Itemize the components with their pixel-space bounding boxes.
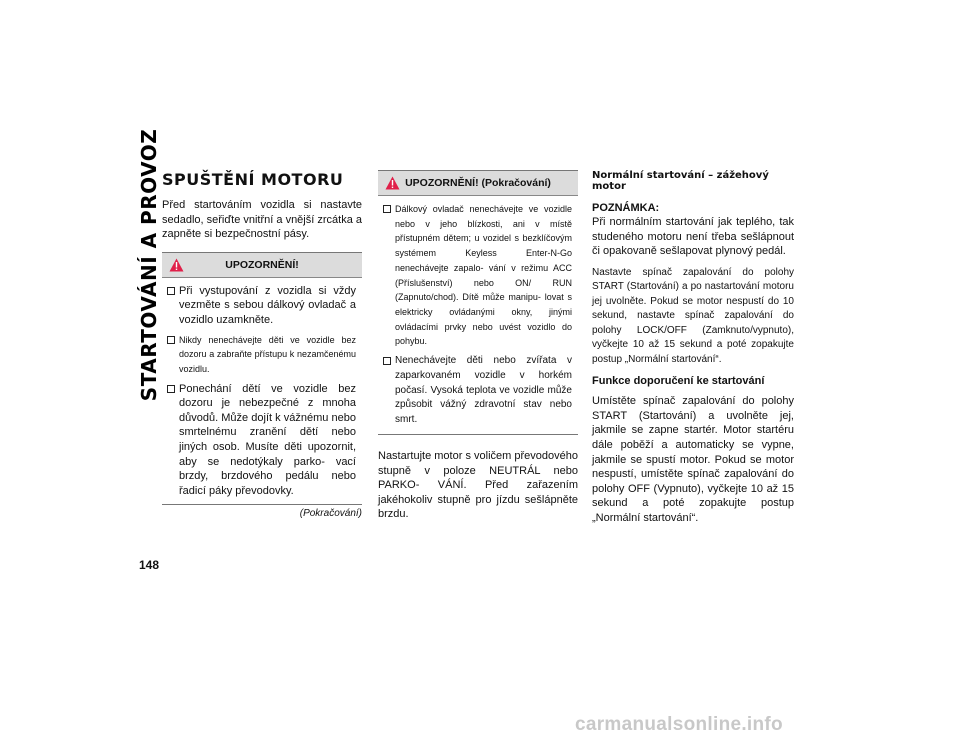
normal-start-paragraph: Nastavte spínač zapalování do polohy START (Startování) a po nastartování motoru jej uvolněte. Pokud se motor nespustí do 10 sekund, nastavte spínač zapalování do polohy LOCK/OFF (Zamknuto/vypnuto), vyčkejte 10 až 15 sekund a poté zopakujte postup „Normální startování“. (592, 266, 794, 365)
neutral-paragraph: Nastartujte motor s voličem převodového stupně v poloze NEUTRÁL nebo PARKO- VÁNÍ. Před zařazením jakéhokoliv stupně pro jízdu sešlápněte brzdu. (378, 450, 578, 521)
warning-box-continued (378, 170, 578, 435)
warning-list (378, 196, 578, 434)
square-bullet-icon (167, 336, 175, 344)
column-middle (378, 170, 578, 522)
intro-paragraph: Před startováním vozidla si nastavte sedadlo, seřiďte vnitřní a vnější zrcátka a zapněte si bezpečnostní pásy. (162, 199, 362, 241)
watermark: carmanualsonline.info (575, 714, 783, 735)
list-item: Ponechání dětí ve vozidle bez dozoru je nebezpečné z mnoha důvodů. Může dojít k vážnému nebo smrtelnému zranění dětí nebo jiných osob. Musíte děti upozornit, aby se nedotýkaly parko- vací brzdy, brzdového pedálu nebo řadicí páky převodovky. (167, 382, 356, 499)
warning-header (162, 253, 362, 278)
page-number: 148 (139, 558, 160, 572)
warning-title: UPOZORNĚNÍ! (225, 258, 299, 271)
warning-title: UPOZORNĚNÍ! (Pokračování) (405, 177, 551, 189)
list-item: Při vystupování z vozidla si vždy vezměte s sebou dálkový ovladač a vozidlo uzamkněte. (167, 284, 356, 328)
recommend-paragraph: Umístěte spínač zapalování do polohy START (Startování) a uvolněte jej, jakmile se zapne startér. Motor startéru dále poběží a automaticky se vypne, jakmile se spustí motor. Pokud se motor nespustí, umístěte spínač zapalování do polohy OFF (Vypnuto), vyčkejte 10 až 15 sekund a poté zopakujte postup „Normální startování“. (592, 395, 794, 525)
side-title-text: STARTOVÁNÍ A PROVOZ (137, 128, 162, 402)
square-bullet-icon (167, 287, 175, 295)
normal-start-heading: Normální startování – zážehový motor (592, 170, 769, 192)
list-item: Dálkový ovladač nenechávejte ve vozidle nebo v jeho blízkosti, ani v místě přístupném dětem; u vozidel s bezklíčovým systémem Keyless Enter-N-Go nenechávejte zapalo- vání v režimu ACC (Příslušenství) nebo ON/ RUN (Zapnuto/chod). Dítě může manipu- lovat s elektricky ovládanými okny, jinými ovládacími prvky nebo uvést vozidlo do pohybu. (383, 202, 572, 349)
section-title: SPUŠTĚNÍ MOTORU (162, 170, 344, 189)
square-bullet-icon (383, 205, 391, 213)
side-title (137, 128, 162, 402)
list-item: Nikdy nenechávejte děti ve vozidle bez dozoru a zabraňte přístupu k nezamčenému vozidlu. (167, 333, 356, 377)
warning-box (162, 252, 362, 506)
warning-header (378, 171, 578, 196)
list-item: Nenechávejte děti nebo zvířata v zaparkovaném vozidle v horkém počasí. Vysoká teplota ve vozidle může způsobit vážný zdravotní stav nebo smrt. (383, 354, 572, 428)
square-bullet-icon (167, 385, 175, 393)
recommend-heading: Funkce doporučení ke startování (592, 375, 765, 388)
warning-triangle-icon (169, 258, 184, 272)
note-label: POZNÁMKA: (592, 202, 660, 214)
continued-label: (Pokračování) (299, 508, 362, 520)
column-right (592, 170, 794, 526)
warning-list (162, 278, 362, 505)
note-paragraph: Při normálním startování jak teplého, tak studeného motoru není třeba sešlápnout či opakovaně sešlapovat plynový pedál. (592, 216, 794, 258)
warning-triangle-icon (385, 176, 400, 190)
square-bullet-icon (383, 357, 391, 365)
column-left (162, 170, 362, 519)
